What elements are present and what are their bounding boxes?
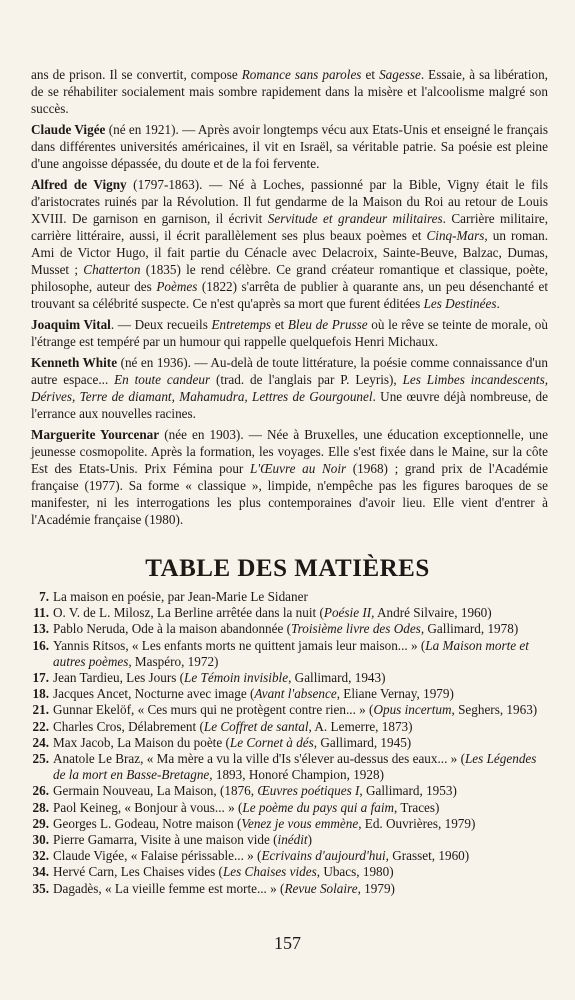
italic-title: Les Limbes incandescents, Dérives, Terre de diamant, Mahamudra, Lettres de Gourgounel xyxy=(31,372,548,404)
text-run: Pablo Neruda, Ode à la maison abandonnée ( xyxy=(53,621,292,637)
text-run: , Gallimard, 1953) xyxy=(359,783,457,799)
text-run: , Ed. Ouvrières, 1979) xyxy=(358,815,476,831)
toc-page-ref: 7. xyxy=(39,589,49,604)
text-run: et xyxy=(271,317,288,332)
text-run: (1835) le rend célèbre. Ce grand créateur romantique et classique, poète, philosophe, auteur des xyxy=(31,262,548,294)
text-run: Germain Nouveau, La Maison, (1876, xyxy=(53,783,258,799)
text-run: , Ubacs, 1980) xyxy=(316,864,394,880)
toc-entry xyxy=(31,864,548,880)
text-run: (1968) ; grand prix de l'Académie française (1977). Sa forme « classique », limpide, n'empêche pas les figures baroques de se manifester, ni les interrogations les plus contemporaines d'avoir lieu. Elle vient d'entrer à l'Académie française (1980). xyxy=(31,461,548,527)
toc-page-ref: 29. xyxy=(32,815,49,831)
toc-entry xyxy=(31,589,548,605)
italic-title: inédit xyxy=(277,832,308,848)
text-run: . Carrière militaire, carrière littéraire, aussi, il écrit parallèlement ses plus beaux poèmes et xyxy=(31,211,549,243)
text-run: Jean Tardieu, Les Jours ( xyxy=(53,670,185,686)
text-run: , 1979) xyxy=(357,880,395,896)
toc-entry xyxy=(31,638,548,670)
toc-entry-text xyxy=(53,686,454,701)
text-run: . Essaie, à sa libération, de se réhabiliter socialement mais sombre rapidement dans la misère et l'alcoolisme malgré son succès. xyxy=(31,67,548,116)
italic-title: Œuvres poétiques I xyxy=(257,783,360,799)
toc-page-ref: 28. xyxy=(32,799,49,815)
text-run: Charles Cros, Délabrement ( xyxy=(53,718,204,734)
toc-entry-text xyxy=(53,702,537,717)
italic-title: En toute candeur xyxy=(114,372,211,387)
toc-page-ref: 35. xyxy=(32,880,49,896)
bio-entry xyxy=(31,354,548,422)
toc-page-ref: 34. xyxy=(32,864,49,880)
text-run: (1797-1863). — Né à Loches, passionné par la Bible, Vigny était le fils d'aristocrates ruinés par la Révolution. Il fut gendarme de la Maison du Roi au retour de Louis XVIII. De garnison en garnison, il écrivit xyxy=(31,177,548,226)
text-run: . xyxy=(496,296,500,311)
toc-heading: TABLE DES MATIÈRES xyxy=(145,555,430,582)
toc-page-ref: 17. xyxy=(32,670,49,686)
toc-entry xyxy=(31,735,548,751)
text-run: , A. Lemerre, 1873) xyxy=(308,718,413,734)
italic-title: Venez je vous emmène xyxy=(241,815,359,831)
toc-entry-text xyxy=(53,848,469,863)
text-run: Gunnar Ekelöf, « Ces murs qui ne protègent contre rien... » ( xyxy=(53,702,374,718)
italic-title: L'Œuvre au Noir xyxy=(249,461,347,476)
bio-entry xyxy=(31,121,548,172)
toc-entry-text xyxy=(53,605,492,620)
toc-entry-text xyxy=(53,621,518,636)
toc-page-ref: 18. xyxy=(32,686,49,702)
text-run: , un roman. Ami de Victor Hugo, il fait partie du Cénacle avec Delacroix, Sainte-Beuve, Balzac, Dumas, Musset ; xyxy=(31,228,548,277)
text-run: , Grasset, 1960) xyxy=(385,848,470,864)
italic-title: Troisième livre des Odes xyxy=(291,621,421,637)
toc-page-ref: 13. xyxy=(32,621,49,637)
toc-page-ref: 26. xyxy=(32,783,49,799)
toc-entry-text xyxy=(53,832,312,847)
toc-entry-text xyxy=(53,800,439,815)
toc-entry xyxy=(31,670,548,686)
text-run: , Seghers, 1963) xyxy=(451,702,538,718)
bio-entry xyxy=(31,176,548,312)
toc-page-ref: 25. xyxy=(32,751,49,767)
text-run: , 1893, Honoré Champion, 1928) xyxy=(209,767,384,783)
page-number: 157 xyxy=(274,933,301,953)
author-name: Kenneth White xyxy=(31,355,118,370)
toc-page-ref: 32. xyxy=(32,848,49,864)
text-run: où le rêve se teinte de morale, où l'étrange est tempéré par un humour qui rappelle quelquefois Henri Michaux. xyxy=(31,317,548,349)
text-run: Hervé Carn, Les Chaises vides ( xyxy=(53,864,223,880)
bio-text xyxy=(31,122,548,171)
toc-entry-text xyxy=(53,589,308,604)
toc-entry xyxy=(31,881,548,897)
text-run: Pierre Gamarra, Visite à une maison vide ( xyxy=(53,832,278,848)
italic-title: Le Coffret de santal xyxy=(203,718,309,734)
bio-text xyxy=(31,177,548,311)
toc-entry xyxy=(31,605,548,621)
text-run: (née en 1903). — Née à Bruxelles, une éducation exceptionnelle, une jeunesse cosmopolite. Après la formation, les voyages. Elle s'est fixée dans le Maine, sur la côte Est des Etats-Unis. Prix Fémina pour xyxy=(31,427,549,476)
text-run: Jacques Ancet, Nocturne avec image ( xyxy=(53,686,255,702)
toc-entry-text xyxy=(53,751,536,782)
toc-page-ref: 30. xyxy=(32,832,49,848)
text-run: Yannis Ritsos, « Les enfants morts ne quittent jamais leur maison... » ( xyxy=(53,637,426,653)
text-run: O. V. de L. Milosz, La Berline arrêtée dans la nuit ( xyxy=(53,605,324,621)
toc-entry xyxy=(31,751,548,783)
italic-title: Opus incertum xyxy=(373,702,452,718)
table-of-contents xyxy=(31,589,548,897)
toc-entry xyxy=(31,783,548,799)
italic-title: Bleu de Prusse xyxy=(287,317,368,332)
italic-title: Les Légendes de la mort en Basse-Bretagne xyxy=(53,751,537,783)
toc-page-ref: 11. xyxy=(33,605,49,621)
text-run: André Silvaire, 1960) xyxy=(374,605,492,621)
text-run: ) xyxy=(307,832,312,848)
toc-entry-text xyxy=(53,670,386,685)
toc-entry xyxy=(31,702,548,718)
text-run: (trad. de l'anglais par P. Leyris), xyxy=(210,372,403,387)
toc-entry-text xyxy=(53,638,529,669)
bio-entry xyxy=(31,66,548,117)
text-run: , Gallimard, 1945) xyxy=(313,734,412,750)
toc-page-ref: 16. xyxy=(32,637,49,653)
toc-entry-text xyxy=(53,735,411,750)
bio-text xyxy=(31,67,548,116)
text-run: Paol Keineg, « Bonjour à vous... » ( xyxy=(53,799,243,815)
text-run: (né en 1936). — Au-delà de toute littérature, la poésie comme connaissance d'un autre espace... xyxy=(31,355,548,387)
text-run: . — Deux recueils xyxy=(110,317,212,332)
italic-title: Poésie II, xyxy=(323,605,375,621)
text-run: Dagadès, « La vieille femme est morte... » ( xyxy=(53,880,285,896)
text-run: , Gallimard, 1978) xyxy=(420,621,519,637)
toc-entry xyxy=(31,848,548,864)
italic-title: Revue Solaire xyxy=(284,880,358,896)
text-run: La maison en poésie, par Jean-Marie Le Sidaner xyxy=(53,589,308,604)
text-run: et xyxy=(361,67,380,82)
text-run: Claude Vigée, « Falaise périssable... » ( xyxy=(53,848,262,864)
author-name: Marguerite Yourcenar xyxy=(31,427,160,442)
italic-title: Romance sans paroles xyxy=(241,67,362,82)
author-name: Alfred de Vigny xyxy=(31,177,127,192)
text-run: , Eliane Vernay, 1979) xyxy=(336,686,454,702)
text-run: (né en 1921). — Après avoir longtemps vécu aux Etats-Unis et enseigné le français dans différentes universités américaines, il vit en Israël, sa véritable patrie. Sa poésie est pleine d'une angoisse dépassée, du doute et de la foi fervente. xyxy=(31,122,549,171)
toc-page-ref: 22. xyxy=(32,718,49,734)
text-run: , Maspéro, 1972) xyxy=(128,653,219,669)
italic-title: Sagesse xyxy=(379,67,421,82)
toc-entry-text xyxy=(53,719,413,734)
italic-title: Le Témoin invisible xyxy=(184,670,289,686)
toc-entry-text xyxy=(53,816,475,831)
italic-title: Entretemps xyxy=(211,317,272,332)
text-run: Max Jacob, La Maison du poète ( xyxy=(53,734,230,750)
italic-title: Les Chaises vides xyxy=(222,864,317,880)
bio-entry xyxy=(31,316,548,350)
text-run: (1822) s'arrêta de publier à quarante ans, un peu désenchanté et trouvant sa célébrité suspecte. Ce n'est qu'après sa mort que furent éditées xyxy=(31,279,548,311)
text-run: Georges L. Godeau, Notre maison ( xyxy=(53,815,242,831)
toc-entry xyxy=(31,621,548,637)
italic-title: Avant l'absence xyxy=(254,686,337,702)
author-name: Claude Vigée xyxy=(31,122,106,137)
italic-title: Les Destinées xyxy=(423,296,497,311)
toc-entry xyxy=(31,800,548,816)
text-run: Anatole Le Braz, « Ma mère a vu la ville d'Is s'élever au-dessus des eaux... » ( xyxy=(53,751,465,767)
toc-entry-text xyxy=(53,864,394,879)
text-run: . Une œuvre déjà nombreuse, de l'errance aux nouvelles racines. xyxy=(31,389,549,421)
bio-entry xyxy=(31,426,548,528)
bio-text xyxy=(31,427,548,527)
italic-title: Servitude et grandeur militaires xyxy=(267,211,443,226)
toc-entry xyxy=(31,686,548,702)
text-run: ans de prison. Il se convertit, compose xyxy=(31,67,242,82)
toc-entry xyxy=(31,832,548,848)
italic-title: Chatterton xyxy=(83,262,141,277)
text-run: , Gallimard, 1943) xyxy=(288,670,386,686)
toc-page-ref: 24. xyxy=(32,734,49,750)
italic-title: Poèmes xyxy=(156,279,198,294)
italic-title: Cinq-Mars xyxy=(426,228,485,243)
toc-entry-text xyxy=(53,783,457,798)
text-run: , Traces) xyxy=(394,799,440,815)
italic-title: La Maison morte et autres poèmes xyxy=(53,637,529,669)
toc-page-ref: 21. xyxy=(32,702,49,718)
italic-title: Le Cornet à dés xyxy=(229,734,314,750)
italic-title: Ecrivains d'aujourd'hui xyxy=(261,848,386,864)
author-notes xyxy=(31,66,548,532)
author-name: Joaquim Vital xyxy=(31,317,111,332)
toc-entry xyxy=(31,719,548,735)
italic-title: Le poème du pays qui a faim xyxy=(242,799,395,815)
toc-entry xyxy=(31,816,548,832)
toc-entry-text xyxy=(53,881,395,896)
